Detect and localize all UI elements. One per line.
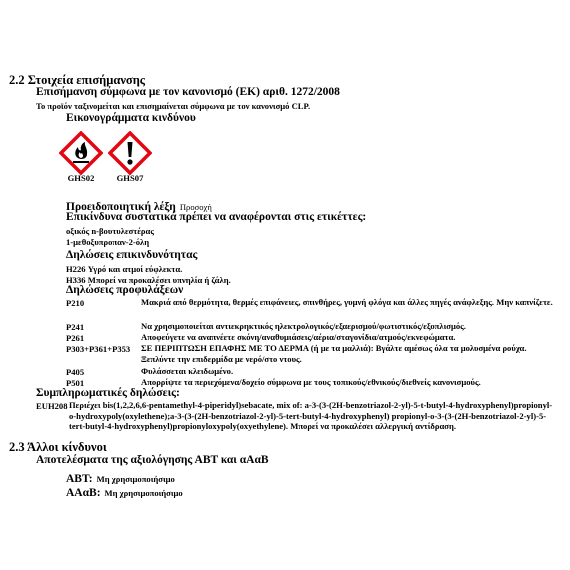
hazardous-components-heading: Επικίνδυνα συστατικά πρέπει να αναφέρονται στις ετικέττες: bbox=[66, 211, 367, 223]
section-2-3-heading: 2.3 Άλλοι κίνδυνοι bbox=[9, 440, 107, 454]
ghs07-label: GHS07 bbox=[116, 173, 144, 183]
precautionary-text: Απορρίψτε τα περιεχόμενα/δοχείο σύμφωνα με τους τοπικούς/εθνικούς/διεθνείς κανονισμούς. bbox=[141, 377, 481, 387]
precautionary-heading: Δηλώσεις προφυλάξεων bbox=[66, 284, 184, 296]
exclamation-icon bbox=[108, 131, 152, 175]
signal-word-label: Προειδοποιητική λέξη bbox=[66, 201, 176, 213]
precautionary-code: P405 bbox=[66, 367, 85, 377]
clp-note: Το προϊόν ταξινομείται και επισημαίνεται σύμφωνα με τον κανονισμό CLP. bbox=[36, 101, 311, 111]
vpvb-label: ΑΑαΒ: bbox=[66, 487, 101, 499]
precautionary-text: Αποφεύγετε να αναπνέετε σκόνη/αναθυμιάσεις/αέρια/σταγονίδια/ατμούς/εκνεφώματα. bbox=[141, 332, 456, 342]
hazardous-component: οξικός n-βουτυλεστέρας bbox=[66, 226, 154, 236]
pictograms-heading: Εικονογράμματα κινδύνου bbox=[66, 112, 196, 124]
precautionary-text: ΣΕ ΠΕΡΙΠΤΩΣΗ ΕΠΑΦΗΣ ΜΕ ΤΟ ΔΕΡΜΑ (ή με τα μαλλιά): Βγάλτε αμέσως όλα τα μολυσμένα ρούχα. Ξεπλύντε την επιδερμίδα με νερό/στο ντους. bbox=[141, 343, 527, 364]
precautionary-code: P261 bbox=[66, 333, 85, 343]
labelling-regulation-heading: Επισήμανση σύμφωνα με τον κανονισμό (ΕΚ) αριθ. 1272/2008 bbox=[36, 86, 340, 98]
precautionary-text: Φυλάσσεται κλειδωμένο. bbox=[141, 366, 234, 376]
precautionary-code: P303+P361+P353 bbox=[66, 344, 131, 354]
euh-code: EUH208 bbox=[36, 401, 68, 411]
section-2-2-heading: 2.2 Στοιχεία επισήμανσης bbox=[9, 73, 146, 87]
hazardous-component: 1-μεθοξυπροπαν-2-όλη bbox=[66, 237, 150, 247]
pbt-value: Μη χρησιμοποιήσιμο bbox=[96, 474, 175, 484]
euh-text: Περιέχει bis(1,2,2,6,6-pentamethyl-4-piperidyl)sebacate, mix of: a-3-(3-(2H-benzotriazol-2-yl)-5-t-butyl-4-hydroxyphenyl)propionyl-o-hydroxypoly(oxylethene);a-3-(3-(2H-benzotriazol-2-yl)-5-tert-butyl-4-hydroxyphenyl) propionyl-o-3-(3-(2H-benzotriazol-2-yl)-5-tert-butyl-4-hydroxyphenyl)propionyloxypoly(oxyethylene). Μπορεί να προκαλέσει αλλεργική αντίδραση. bbox=[69, 400, 553, 431]
precautionary-text: Να χρησιμοποιείται αντιεκρηκτικός ηλεκτρολογικός/εξαερισμού/φωτιστικός/εξοπλισμός. bbox=[141, 321, 466, 331]
flame-icon bbox=[59, 131, 103, 175]
precautionary-text: Μακριά από θερμότητα, θερμές επιφάνειες, σπινθήρες, γυμνή φλόγα και άλλες πηγές ανάφλεξης. Μην καπνίζετε. bbox=[141, 297, 553, 307]
precautionary-code: P210 bbox=[66, 298, 85, 308]
hazard-statement: H336 Μπορεί να προκαλέσει υπνηλία ή ζάλη. bbox=[66, 275, 231, 285]
hazard-statement: H226 Υγρό και ατμοί εύφλεκτα. bbox=[66, 264, 183, 274]
signal-word: Προσοχή bbox=[179, 202, 212, 212]
vpvb-line bbox=[66, 483, 183, 501]
vpvb-value: Μη χρησιμοποιήσιμο bbox=[104, 488, 183, 498]
supplementary-heading: Συμπληρωματικές δηλώσεις: bbox=[36, 387, 180, 399]
pbt-label: ΑΒΤ: bbox=[66, 473, 93, 485]
ghs02-label: GHS02 bbox=[67, 173, 95, 183]
hazard-statements-heading: Δηλώσεις επικινδυνότητας bbox=[66, 249, 198, 261]
pbt-assessment-heading: Αποτελέσματα της αξιολόγησης ΑΒΤ και αΑαΒ bbox=[36, 454, 269, 466]
precautionary-code: P501 bbox=[66, 378, 85, 388]
precautionary-code: P241 bbox=[66, 322, 85, 332]
